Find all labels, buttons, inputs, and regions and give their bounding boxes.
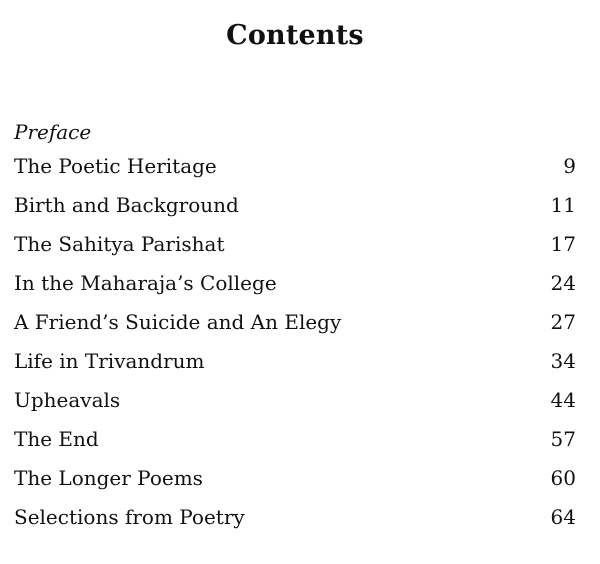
toc-entry-label: The Poetic Heritage — [14, 154, 217, 178]
toc-entry-label: Selections from Poetry — [14, 505, 245, 529]
toc-entry-label: Life in Trivandrum — [14, 349, 205, 373]
toc-entry-page-number: 9 — [563, 154, 576, 178]
toc-entry-page-number: 44 — [550, 388, 576, 412]
toc-entry-page-number: 64 — [550, 505, 576, 529]
toc-entry-page-number: 11 — [550, 193, 576, 217]
toc-entry-page-number: 57 — [550, 427, 576, 451]
toc-entry — [14, 308, 576, 347]
toc-entry-label: Preface — [14, 120, 92, 144]
toc-entry-page-number: 60 — [550, 466, 576, 490]
toc-entry — [14, 503, 576, 542]
toc-entry — [14, 152, 576, 191]
toc-entry-label: A Friend’s Suicide and An Elegy — [14, 310, 342, 334]
table-of-contents — [14, 118, 576, 542]
toc-entry — [14, 464, 576, 503]
toc-entry-label: The Longer Poems — [14, 466, 203, 490]
toc-entry-preface — [14, 118, 576, 152]
toc-entry-label: In the Maharaja’s College — [14, 271, 277, 295]
toc-entry-label: Birth and Background — [14, 193, 239, 217]
toc-entry — [14, 191, 576, 230]
toc-entry-label: Upheavals — [14, 388, 121, 412]
toc-entry — [14, 269, 576, 308]
page-title: Contents — [226, 20, 364, 51]
toc-entry-page-number: 17 — [550, 232, 576, 256]
toc-entry — [14, 230, 576, 269]
toc-entry-label: The End — [14, 427, 99, 451]
toc-entry-page-number: 27 — [550, 310, 576, 334]
toc-entry-page-number: 24 — [550, 271, 576, 295]
toc-entry — [14, 347, 576, 386]
toc-entry-label: The Sahitya Parishat — [14, 232, 225, 256]
toc-entry — [14, 386, 576, 425]
toc-entry-page-number: 34 — [550, 349, 576, 373]
toc-entry — [14, 425, 576, 464]
